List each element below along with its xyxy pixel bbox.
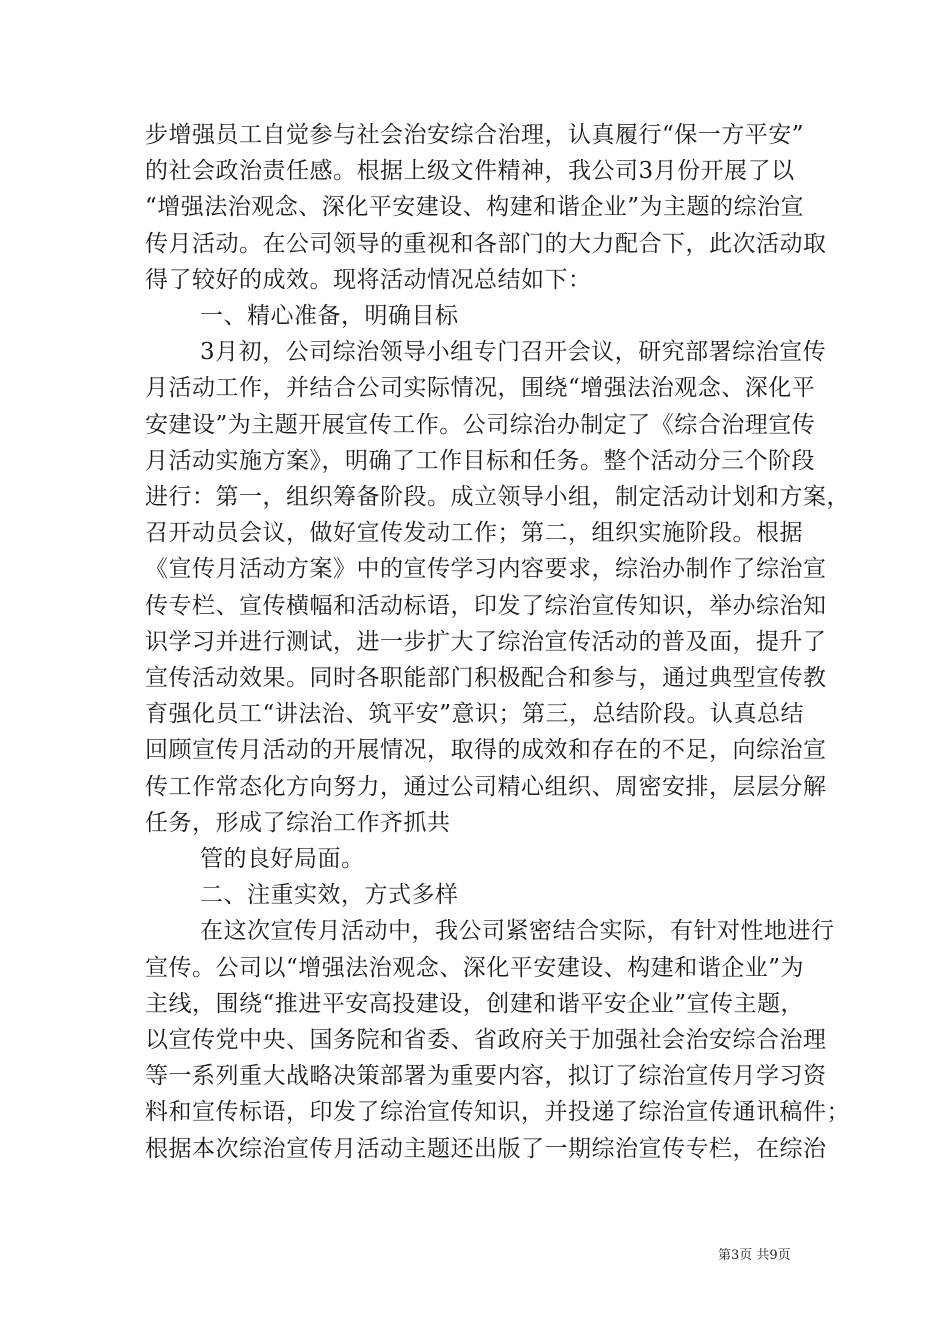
text-line: 一、精心准备，明确目标	[200, 303, 459, 329]
text-line: 任务，形成了综治工作齐抓共	[145, 809, 451, 836]
page-number-footer: 第3页 共9页	[718, 1248, 791, 1263]
text-line: 回顾宣传月活动的开展情况，取得的成效和存在的不足，向综治宣	[145, 737, 827, 764]
text-line: 宣传。公司以“增强法治观念、深化平安建设、构建和谐企业”为	[145, 954, 805, 981]
text-line: 得了较好的成效。现将活动情况总结如下：	[145, 266, 592, 293]
text-line: 安建设”为主题开展宣传工作。公司综治办制定了《综合治理宣传	[145, 411, 816, 438]
text-line: 召开动员会议，做好宣传发动工作；第二，组织实施阶段。根据	[145, 520, 803, 547]
text-line: 主线，围绕“推进平安高投建设，创建和谐平安企业”宣传主题，	[145, 990, 805, 1017]
text-line: 《宣传月活动方案》中的宣传学习内容要求，综治办制作了综治宣	[145, 556, 827, 583]
text-line: 以宣传党中央、国务院和省委、省政府关于加强社会治安综合治理	[145, 1027, 827, 1053]
text-line: 传专栏、宣传横幅和活动标语，印发了综治宣传知识，举办综治知	[145, 592, 827, 619]
text-line: 进行：第一，组织筹备阶段。成立领导小组，制定活动计划和方案，	[145, 484, 850, 510]
text-line: 识学习并进行测试，进一步扩大了综治宣传活动的普及面，提升了	[145, 628, 827, 655]
text-line: “增强法治观念、深化平安建设、构建和谐企业”为主题的综治宣	[145, 194, 805, 221]
text-line: 等一系列重大战略决策部署为重要内容，拟订了综治宣传月学习资	[145, 1063, 827, 1090]
text-line: 传月活动。在公司领导的重视和各部门的大力配合下，此次活动取	[145, 230, 827, 257]
text-line: 宣传活动效果。同时各职能部门积极配合和参与，通过典型宣传教	[145, 665, 827, 691]
text-line: 根据本次综治宣传月活动主题还出版了一期综治宣传专栏，在综治	[145, 1135, 827, 1162]
text-line: 的社会政治责任感。根据上级文件精神，我公司3月份开展了以	[145, 158, 795, 185]
text-line: 料和宣传标语，印发了综治宣传知识，并投递了综治宣传通讯稿件；	[145, 1099, 850, 1126]
text-line: 管的良好局面。	[200, 846, 365, 872]
text-line: 步增强员工自觉参与社会治安综合治理，认真履行“保一方平安”	[145, 122, 805, 148]
text-line: 3月初，公司综治领导小组专门召开会议，研究部署综治宣传	[200, 339, 827, 366]
text-line: 月活动工作，并结合公司实际情况，围绕“增强法治观念、深化平	[145, 375, 816, 402]
text-line: 在这次宣传月活动中，我公司紧密结合实际，有针对性地进行	[200, 918, 835, 945]
text-line: 月活动实施方案》，明确了工作目标和任务。整个活动分三个阶段	[145, 447, 815, 474]
text-line: 二、注重实效，方式多样	[200, 882, 459, 909]
text-line: 育强化员工“讲法治、筑平安”意识；第三，总结阶段。认真总结	[145, 701, 805, 728]
text-line: 传工作常态化方向努力，通过公司精心组织、周密安排，层层分解	[145, 773, 827, 800]
